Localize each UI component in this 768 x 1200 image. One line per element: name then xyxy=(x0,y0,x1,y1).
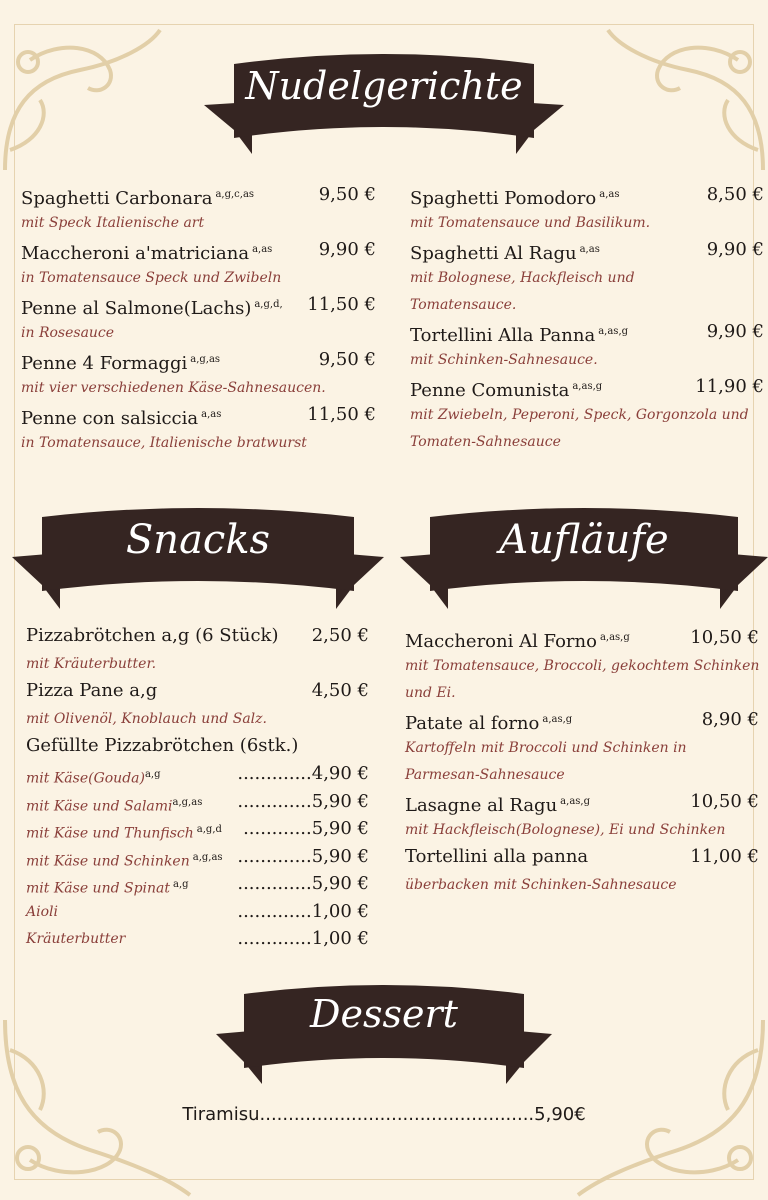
menu-item xyxy=(21,182,376,237)
allergen-codes: a,g,c,as xyxy=(215,189,255,200)
filled-roll-option xyxy=(26,844,369,872)
item-description: mit Hackfleisch(Bolognese), Ei und Schinken xyxy=(405,822,726,838)
filled-roll-option xyxy=(26,926,369,954)
allergen-codes: a,as xyxy=(599,189,620,200)
menu-item xyxy=(26,678,369,733)
item-price: 4,50 € xyxy=(311,680,369,701)
section-title-nudelgerichte: Nudelgerichte xyxy=(245,64,523,108)
allergen-codes: a,g,d, xyxy=(254,299,283,310)
option-name: Kräuterbutter xyxy=(26,931,126,947)
allergen-codes: a,as xyxy=(201,409,222,420)
option-price: .............4,90 € xyxy=(237,763,369,784)
item-description: mit Bolognese, Hackfleisch und xyxy=(410,270,635,286)
corner-ornament-top-right xyxy=(598,20,768,180)
nudel-right-column xyxy=(410,182,764,456)
item-description: überbacken mit Schinken-Sahnesauce xyxy=(405,877,677,893)
allergen-codes: a,g,as xyxy=(190,354,221,365)
item-description: mit Tomatensauce, Broccoli, gekochtem Schinken xyxy=(405,658,760,674)
filled-roll-option xyxy=(26,899,369,927)
allergen-codes: a,as xyxy=(252,244,273,255)
item-name: Pizza Pane a,g xyxy=(26,680,158,701)
item-description-continued: und Ei. xyxy=(405,685,456,701)
filled-roll-option xyxy=(26,871,369,899)
item-description: mit Schinken-Sahnesauce. xyxy=(410,352,598,368)
allergen-codes: a,g xyxy=(173,879,189,890)
allergen-codes: a,as,g xyxy=(598,326,629,337)
allergen-codes: a,as,g xyxy=(599,632,630,643)
allergen-codes: a,as,g xyxy=(542,714,573,725)
item-price: 9,90 € xyxy=(706,239,764,260)
item-description-continued: Tomatensauce. xyxy=(410,297,517,313)
item-name: Penne al Salmone(Lachs) xyxy=(21,298,252,319)
item-name: Penne 4 Formaggi xyxy=(21,353,188,374)
menu-item xyxy=(21,402,376,457)
option-name: mit Käse und Schinken xyxy=(26,853,190,870)
item-name: Penne con salsiccia xyxy=(21,408,199,429)
item-description: Kartoffeln mit Broccoli und Schinken in xyxy=(405,740,687,756)
item-name: Spaghetti Carbonara xyxy=(21,188,213,209)
allergen-codes: a,g xyxy=(144,769,161,780)
section-title-dessert: Dessert xyxy=(310,992,458,1036)
item-price: 9,90 € xyxy=(318,239,376,260)
menu-item xyxy=(405,844,759,899)
allergen-codes: a,g,d xyxy=(196,824,222,835)
item-price: 9,50 € xyxy=(318,184,376,205)
menu-item xyxy=(21,292,376,347)
option-name: mit Käse und Salami xyxy=(26,798,173,815)
option-name: mit Käse und Thunfisch xyxy=(26,825,194,842)
allergen-codes: a,as xyxy=(579,244,600,255)
item-name: Pizzabrötchen a,g (6 Stück) xyxy=(26,625,279,646)
banner-auflaeufe xyxy=(400,505,768,615)
item-name: Tortellini Alla Panna xyxy=(410,325,596,346)
item-name: Penne Comunista xyxy=(410,380,570,401)
item-price: 9,50 € xyxy=(318,349,376,370)
option-name: mit Käse und Spinat xyxy=(26,880,171,897)
item-price: 8,50 € xyxy=(706,184,764,205)
allergen-codes: a,as,g xyxy=(572,381,603,392)
option-name: Aioli xyxy=(26,903,58,920)
menu-item xyxy=(405,707,759,789)
item-price: 11,90 € xyxy=(695,376,764,397)
option-name: mit Käse(Gouda) xyxy=(26,770,145,787)
item-price: 9,90 € xyxy=(706,321,764,342)
menu-item xyxy=(21,347,376,402)
item-name: Lasagne al Ragu xyxy=(405,795,558,816)
menu-item xyxy=(405,625,759,707)
item-price: 8,90 € xyxy=(701,709,759,730)
filled-roll-option xyxy=(26,761,369,789)
item-description: mit Tomatensauce und Basilikum. xyxy=(410,215,651,231)
menu-item xyxy=(410,237,764,319)
section-title-snacks: Snacks xyxy=(125,517,271,563)
banner-nudelgerichte xyxy=(204,50,564,160)
menu-item xyxy=(405,789,759,844)
option-price: ............5,90 € xyxy=(243,818,369,839)
allergen-codes: a,as,g xyxy=(560,796,590,807)
item-description: in Tomatensauce Speck und Zwibeln xyxy=(21,270,282,286)
item-name: Spaghetti Al Ragu xyxy=(410,243,577,264)
item-description-continued: Parmesan-Sahnesauce xyxy=(405,767,565,783)
item-description: mit Kräuterbutter. xyxy=(26,656,157,672)
corner-ornament-top-left xyxy=(0,20,170,180)
nudel-left-column xyxy=(21,182,376,457)
banner-snacks xyxy=(12,505,384,615)
item-name: Maccheroni Al Forno xyxy=(405,631,597,652)
item-price: 11,50 € xyxy=(307,294,376,315)
filled-rolls-heading: Gefüllte Pizzabrötchen (6stk.) xyxy=(26,735,299,756)
menu-item xyxy=(410,319,764,374)
filled-roll-option xyxy=(26,816,369,844)
item-description-continued: Tomaten-Sahnesauce xyxy=(410,434,561,450)
snacks-column xyxy=(26,623,369,954)
item-name: Spaghetti Pomodoro xyxy=(410,188,597,209)
item-price: 11,00 € xyxy=(690,846,759,867)
item-price: 11,50 € xyxy=(307,404,376,425)
item-description: mit Speck Italienische art xyxy=(21,215,205,231)
item-price: 10,50 € xyxy=(690,627,759,648)
dessert-item-tiramisu: Tiramisu................................................5,90€ xyxy=(182,1104,586,1125)
item-description: in Tomatensauce, Italienische bratwurst xyxy=(21,435,307,451)
section-title-auflaeufe: Aufläufe xyxy=(499,517,669,563)
option-price: .............5,90 € xyxy=(237,873,369,894)
menu-item xyxy=(410,182,764,237)
auflaeufe-column xyxy=(405,625,759,899)
item-name: Tortellini alla panna xyxy=(405,846,589,867)
item-name: Patate al forno xyxy=(405,713,540,734)
item-description: mit Olivenöl, Knoblauch und Salz. xyxy=(26,711,267,727)
option-price: .............5,90 € xyxy=(237,790,369,812)
allergen-codes: a,g,as xyxy=(192,851,223,863)
menu-item xyxy=(21,237,376,292)
banner-dessert xyxy=(216,982,552,1090)
option-price: .............5,90 € xyxy=(237,845,369,867)
menu-item xyxy=(26,623,369,678)
item-description: mit Zwiebeln, Peperoni, Speck, Gorgonzola und xyxy=(410,407,749,423)
menu-item xyxy=(410,374,764,456)
filled-roll-option xyxy=(26,789,369,817)
item-price: 10,50 € xyxy=(690,791,759,812)
item-price: 2,50 € xyxy=(311,625,369,646)
option-price: .............1,00 € xyxy=(237,928,369,949)
option-price: .............1,00 € xyxy=(237,900,369,922)
item-description: mit vier verschiedenen Käse-Sahnesaucen. xyxy=(21,380,326,396)
item-description: in Rosesauce xyxy=(21,325,115,341)
item-name: Maccheroni a'matriciana xyxy=(21,243,250,264)
allergen-codes: a,g,as xyxy=(172,796,203,808)
